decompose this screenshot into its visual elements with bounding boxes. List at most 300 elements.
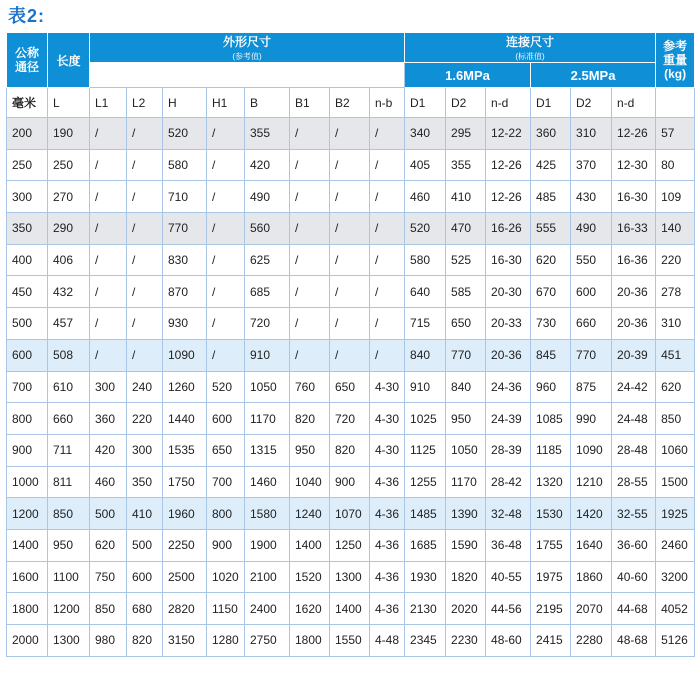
table-cell: 850: [656, 403, 695, 435]
table-cell: /: [127, 308, 163, 340]
table-cell: 36-60: [612, 529, 656, 561]
units-cell: n-b: [370, 88, 405, 118]
table-cell: 685: [245, 276, 290, 308]
table-cell: 240: [127, 371, 163, 403]
table-cell: 700: [207, 466, 245, 498]
table-cell: 40-55: [486, 561, 531, 593]
table-cell: 1210: [571, 466, 612, 498]
table-cell: 1315: [245, 434, 290, 466]
table-cell: 875: [571, 371, 612, 403]
table-cell: /: [90, 308, 127, 340]
table-cell: 1580: [245, 498, 290, 530]
table-cell: 1390: [446, 498, 486, 530]
table-cell: 750: [90, 561, 127, 593]
table-cell: /: [290, 339, 330, 371]
table-cell: 585: [446, 276, 486, 308]
table-row: [7, 593, 695, 625]
table-cell: 2130: [405, 593, 446, 625]
table-cell: 406: [48, 244, 90, 276]
table-cell: /: [90, 213, 127, 245]
table-cell: 980: [90, 625, 127, 657]
table-cell: 1170: [446, 466, 486, 498]
units-cell: 毫米: [7, 88, 48, 118]
table-cell: 24-36: [486, 371, 531, 403]
table-cell: 820: [127, 625, 163, 657]
header-length: 长度: [48, 33, 90, 88]
table-cell: 1320: [531, 466, 571, 498]
table-cell: /: [290, 308, 330, 340]
table-cell: 1090: [571, 434, 612, 466]
table-cell: 1400: [330, 593, 370, 625]
table-cell: 1020: [207, 561, 245, 593]
table-cell: 300: [127, 434, 163, 466]
table-cell: 12-30: [612, 149, 656, 181]
table-cell: /: [330, 118, 370, 150]
table-cell: 525: [446, 244, 486, 276]
table-cell: 1930: [405, 561, 446, 593]
table-cell: 1755: [531, 529, 571, 561]
table-cell: 1600: [7, 561, 48, 593]
table-cell: 44-68: [612, 593, 656, 625]
table-cell: 845: [531, 339, 571, 371]
table-cell: 300: [90, 371, 127, 403]
table-cell: /: [370, 181, 405, 213]
table-cell: 680: [127, 593, 163, 625]
table-cell: 500: [127, 529, 163, 561]
table-cell: 220: [127, 403, 163, 435]
units-cell: H1: [207, 88, 245, 118]
table-cell: 4-36: [370, 593, 405, 625]
table-cell: /: [127, 181, 163, 213]
table-cell: 710: [163, 181, 207, 213]
table-cell: 2750: [245, 625, 290, 657]
table-cell: 950: [446, 403, 486, 435]
connect-dims-label: 连接尺寸: [506, 35, 555, 49]
table-cell: /: [90, 118, 127, 150]
table-cell: 20-39: [612, 339, 656, 371]
table-cell: 1900: [245, 529, 290, 561]
header-pressure-1: 1.6MPa: [405, 63, 531, 88]
table-cell: /: [330, 213, 370, 245]
table-cell: 3200: [656, 561, 695, 593]
table-cell: 44-56: [486, 593, 531, 625]
table-cell: 1050: [446, 434, 486, 466]
units-cell: B1: [290, 88, 330, 118]
table-cell: 1170: [245, 403, 290, 435]
table-cell: 610: [48, 371, 90, 403]
units-cell: D1: [405, 88, 446, 118]
table-cell: /: [370, 244, 405, 276]
table-cell: 4-36: [370, 529, 405, 561]
table-cell: 278: [656, 276, 695, 308]
table-cell: 32-55: [612, 498, 656, 530]
table-cell: 650: [330, 371, 370, 403]
connect-dims-sub: (标准值): [515, 52, 545, 61]
table-cell: 820: [330, 434, 370, 466]
table-cell: 4052: [656, 593, 695, 625]
table-cell: 1520: [290, 561, 330, 593]
table-cell: 1125: [405, 434, 446, 466]
table-row: [7, 529, 695, 561]
table-cell: 360: [531, 118, 571, 150]
table-cell: 1800: [7, 593, 48, 625]
table-cell: 2000: [7, 625, 48, 657]
table-cell: /: [207, 276, 245, 308]
table-cell: 715: [405, 308, 446, 340]
table-cell: 910: [405, 371, 446, 403]
table-cell: 2070: [571, 593, 612, 625]
table-cell: /: [370, 149, 405, 181]
table-cell: 1485: [405, 498, 446, 530]
table-cell: 485: [531, 181, 571, 213]
header-weight: 参考 重量 (kg): [656, 33, 695, 88]
table-cell: /: [207, 149, 245, 181]
table-cell: 36-48: [486, 529, 531, 561]
table-cell: /: [127, 213, 163, 245]
table-cell: 1070: [330, 498, 370, 530]
table-cell: 4-36: [370, 561, 405, 593]
table-cell: 800: [7, 403, 48, 435]
table-cell: 295: [446, 118, 486, 150]
table-cell: 550: [571, 244, 612, 276]
table-cell: 1260: [163, 371, 207, 403]
table-cell: 1400: [290, 529, 330, 561]
table-cell: 370: [571, 149, 612, 181]
table-row: [7, 118, 695, 150]
table-cell: 350: [7, 213, 48, 245]
table-cell: 80: [656, 149, 695, 181]
table-cell: 1185: [531, 434, 571, 466]
table-cell: 32-48: [486, 498, 531, 530]
table-cell: 1550: [330, 625, 370, 657]
table-cell: 12-26: [486, 149, 531, 181]
table-cell: 2820: [163, 593, 207, 625]
table-cell: 24-42: [612, 371, 656, 403]
table-cell: 730: [531, 308, 571, 340]
units-cell: D2: [571, 88, 612, 118]
table-cell: 355: [245, 118, 290, 150]
outline-dims-sub: (参考值): [232, 52, 262, 61]
table-cell: 4-36: [370, 498, 405, 530]
table-cell: /: [207, 339, 245, 371]
table-cell: 1060: [656, 434, 695, 466]
outline-dims-label: 外形尺寸: [223, 35, 272, 49]
table-cell: 1590: [446, 529, 486, 561]
table-cell: 1300: [48, 625, 90, 657]
table-cell: 1150: [207, 593, 245, 625]
table-cell: 425: [531, 149, 571, 181]
table-cell: 1820: [446, 561, 486, 593]
table-cell: 350: [127, 466, 163, 498]
table-cell: 4-30: [370, 371, 405, 403]
table-cell: /: [370, 276, 405, 308]
table-cell: 1860: [571, 561, 612, 593]
table-cell: 950: [48, 529, 90, 561]
table-cell: 711: [48, 434, 90, 466]
table-cell: 910: [245, 339, 290, 371]
table-cell: 4-30: [370, 434, 405, 466]
table-cell: 2500: [163, 561, 207, 593]
table-cell: 420: [245, 149, 290, 181]
table-cell: 16-26: [486, 213, 531, 245]
table-cell: 4-36: [370, 466, 405, 498]
table-cell: 1200: [7, 498, 48, 530]
table-cell: /: [330, 149, 370, 181]
table-row: [7, 403, 695, 435]
table-cell: 490: [245, 181, 290, 213]
table-cell: /: [330, 276, 370, 308]
table-cell: 340: [405, 118, 446, 150]
table-row: [7, 181, 695, 213]
table-cell: 16-30: [486, 244, 531, 276]
table-cell: 1960: [163, 498, 207, 530]
units-cell: D1: [531, 88, 571, 118]
table-cell: 410: [127, 498, 163, 530]
spec-table: [6, 32, 695, 657]
table-cell: /: [207, 213, 245, 245]
table-cell: 460: [90, 466, 127, 498]
table-cell: 24-48: [612, 403, 656, 435]
table-cell: 1100: [48, 561, 90, 593]
table-cell: 1400: [7, 529, 48, 561]
table-cell: 490: [571, 213, 612, 245]
table-cell: 420: [90, 434, 127, 466]
table-cell: 430: [571, 181, 612, 213]
table-cell: 600: [127, 561, 163, 593]
table-cell: 140: [656, 213, 695, 245]
units-cell: B2: [330, 88, 370, 118]
table-row: [7, 213, 695, 245]
table-cell: 2230: [446, 625, 486, 657]
table-cell: 310: [656, 308, 695, 340]
table-cell: 1500: [656, 466, 695, 498]
table-cell: 1685: [405, 529, 446, 561]
table-cell: 460: [405, 181, 446, 213]
table-cell: 770: [163, 213, 207, 245]
table-cell: 1535: [163, 434, 207, 466]
table-cell: 840: [405, 339, 446, 371]
table-cell: 2415: [531, 625, 571, 657]
table-cell: 811: [48, 466, 90, 498]
table-cell: 4-48: [370, 625, 405, 657]
table-cell: 20-30: [486, 276, 531, 308]
units-cell: B: [245, 88, 290, 118]
table-cell: 1200: [48, 593, 90, 625]
table-cell: 2460: [656, 529, 695, 561]
table-cell: 360: [90, 403, 127, 435]
table-cell: 1440: [163, 403, 207, 435]
table-cell: 1530: [531, 498, 571, 530]
units-cell: H: [163, 88, 207, 118]
table-cell: 200: [7, 118, 48, 150]
table-cell: 12-26: [486, 181, 531, 213]
table-cell: /: [290, 149, 330, 181]
table-cell: 770: [571, 339, 612, 371]
table-cell: 1975: [531, 561, 571, 593]
table-cell: /: [290, 213, 330, 245]
table-cell: 1280: [207, 625, 245, 657]
table-cell: 520: [405, 213, 446, 245]
table-cell: 20-33: [486, 308, 531, 340]
table-cell: 2195: [531, 593, 571, 625]
table-cell: 3150: [163, 625, 207, 657]
table-cell: 20-36: [486, 339, 531, 371]
table-cell: 560: [245, 213, 290, 245]
table-cell: 870: [163, 276, 207, 308]
table-cell: 600: [207, 403, 245, 435]
table-cell: 900: [330, 466, 370, 498]
header-outline-dimensions: [90, 33, 405, 63]
units-cell: n-d: [486, 88, 531, 118]
table-cell: 48-68: [612, 625, 656, 657]
table-cell: 555: [531, 213, 571, 245]
table-cell: 405: [405, 149, 446, 181]
table-cell: 2400: [245, 593, 290, 625]
table-cell: 900: [207, 529, 245, 561]
table-cell: 410: [446, 181, 486, 213]
table-cell: 432: [48, 276, 90, 308]
table-cell: 820: [290, 403, 330, 435]
table-cell: 28-42: [486, 466, 531, 498]
table-cell: /: [90, 276, 127, 308]
table-cell: 650: [207, 434, 245, 466]
table-cell: 830: [163, 244, 207, 276]
table-cell: /: [370, 118, 405, 150]
units-cell: L2: [127, 88, 163, 118]
table-cell: 28-55: [612, 466, 656, 498]
table-cell: 960: [531, 371, 571, 403]
table-cell: /: [290, 181, 330, 213]
table-cell: 625: [245, 244, 290, 276]
units-cell: [656, 88, 695, 118]
table-cell: 1090: [163, 339, 207, 371]
table-row: [7, 308, 695, 340]
units-cell: L1: [90, 88, 127, 118]
table-cell: 840: [446, 371, 486, 403]
table-cell: 1085: [531, 403, 571, 435]
table-cell: 48-60: [486, 625, 531, 657]
table-cell: /: [330, 181, 370, 213]
header-pressure-2: 2.5MPa: [531, 63, 656, 88]
table-cell: 660: [571, 308, 612, 340]
table-cell: /: [330, 244, 370, 276]
table-cell: 950: [290, 434, 330, 466]
table-row: [7, 339, 695, 371]
table-cell: 850: [90, 593, 127, 625]
table-cell: 400: [7, 244, 48, 276]
table-cell: 580: [163, 149, 207, 181]
table-cell: 20-36: [612, 308, 656, 340]
table-cell: 1925: [656, 498, 695, 530]
table-cell: /: [290, 244, 330, 276]
table-cell: /: [207, 244, 245, 276]
table-cell: 760: [290, 371, 330, 403]
table-cell: 24-39: [486, 403, 531, 435]
table-row: [7, 244, 695, 276]
table-cell: 1240: [290, 498, 330, 530]
table-cell: 250: [7, 149, 48, 181]
table-cell: /: [370, 308, 405, 340]
table-cell: 900: [7, 434, 48, 466]
table-cell: /: [127, 244, 163, 276]
table-cell: 300: [7, 181, 48, 213]
table-cell: 1640: [571, 529, 612, 561]
table-cell: 580: [405, 244, 446, 276]
table-cell: 457: [48, 308, 90, 340]
table-cell: 1000: [7, 466, 48, 498]
table-cell: 2280: [571, 625, 612, 657]
table-cell: 4-30: [370, 403, 405, 435]
table-cell: 1460: [245, 466, 290, 498]
table-cell: 770: [446, 339, 486, 371]
table-cell: /: [330, 308, 370, 340]
table-cell: 12-26: [612, 118, 656, 150]
header-outline-spacer: [90, 63, 405, 88]
table-cell: 5126: [656, 625, 695, 657]
table-cell: 1750: [163, 466, 207, 498]
table-cell: /: [90, 181, 127, 213]
table-cell: 2345: [405, 625, 446, 657]
table-cell: 1250: [330, 529, 370, 561]
table-cell: 2250: [163, 529, 207, 561]
table-cell: 1255: [405, 466, 446, 498]
table-cell: 640: [405, 276, 446, 308]
table-cell: 508: [48, 339, 90, 371]
table-cell: /: [207, 181, 245, 213]
table-cell: 500: [7, 308, 48, 340]
units-cell: n-d: [612, 88, 656, 118]
table-cell: 470: [446, 213, 486, 245]
table-cell: /: [127, 276, 163, 308]
table-cell: /: [127, 149, 163, 181]
table-cell: 450: [7, 276, 48, 308]
units-row: [7, 88, 695, 118]
table-cell: /: [330, 339, 370, 371]
table-cell: 930: [163, 308, 207, 340]
table-cell: 12-22: [486, 118, 531, 150]
table-cell: /: [127, 118, 163, 150]
table-cell: 57: [656, 118, 695, 150]
table-cell: 850: [48, 498, 90, 530]
table-cell: 720: [330, 403, 370, 435]
table-cell: 620: [90, 529, 127, 561]
table-row: [7, 276, 695, 308]
table-cell: 40-60: [612, 561, 656, 593]
table-cell: 990: [571, 403, 612, 435]
table-cell: 270: [48, 181, 90, 213]
table-row: [7, 561, 695, 593]
table-cell: 660: [48, 403, 90, 435]
table-cell: /: [290, 118, 330, 150]
table-cell: 500: [90, 498, 127, 530]
table-cell: 28-48: [612, 434, 656, 466]
table-cell: 600: [7, 339, 48, 371]
units-cell: D2: [446, 88, 486, 118]
table-row: [7, 625, 695, 657]
table-cell: /: [370, 213, 405, 245]
table-row: [7, 466, 695, 498]
table-cell: 16-33: [612, 213, 656, 245]
table-cell: 520: [163, 118, 207, 150]
table-cell: /: [90, 339, 127, 371]
table-cell: 700: [7, 371, 48, 403]
table-cell: 1040: [290, 466, 330, 498]
table-cell: /: [290, 276, 330, 308]
table-cell: 2100: [245, 561, 290, 593]
table-cell: 20-36: [612, 276, 656, 308]
table-cell: 109: [656, 181, 695, 213]
table-cell: 220: [656, 244, 695, 276]
